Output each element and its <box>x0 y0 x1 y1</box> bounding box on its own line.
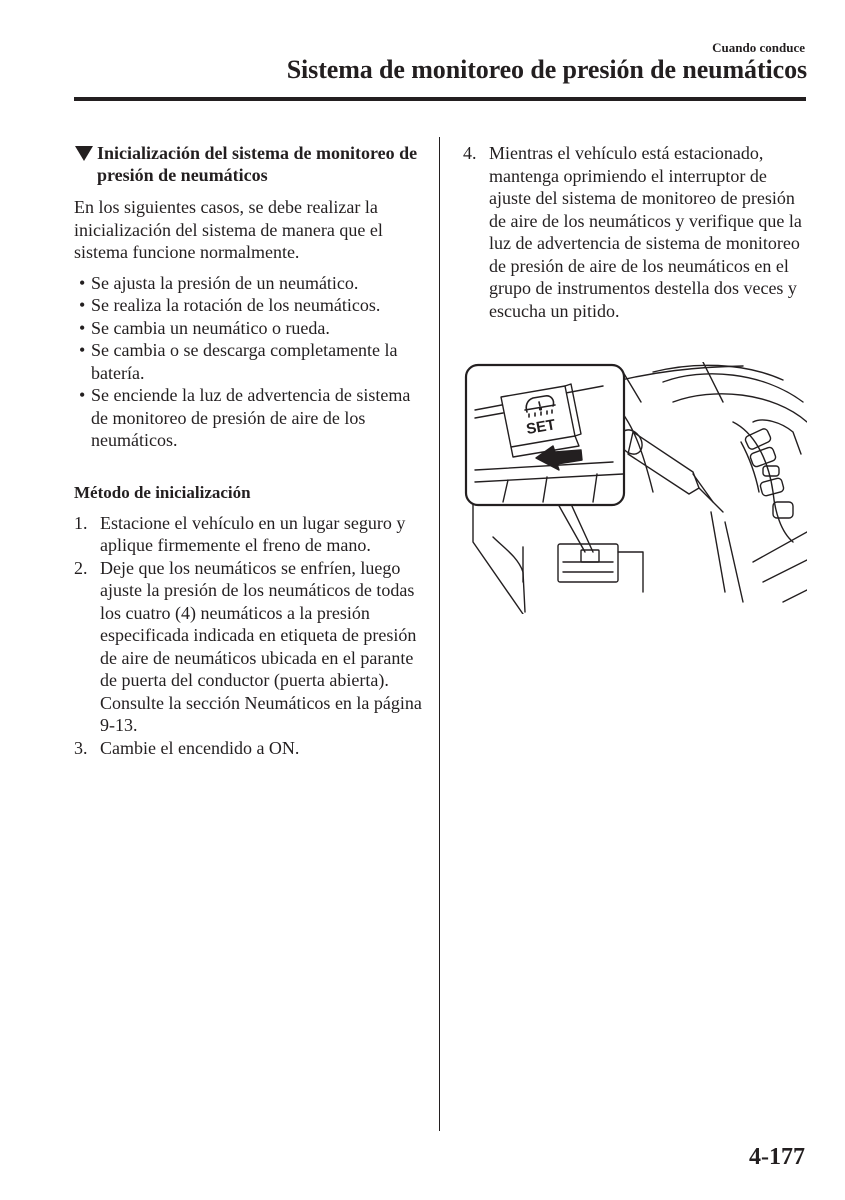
list-item: • Se cambia o se descarga completamente la batería. <box>79 340 398 383</box>
step-item <box>74 737 424 760</box>
step-text: Estacione el vehículo en un lugar seguro y aplique firmemente el freno de mano. <box>100 512 406 555</box>
step-text: Cambie el encendido a ON. <box>100 737 300 758</box>
list-item: • Se cambia un neumático o rueda. <box>79 317 330 338</box>
list-item: • Se ajusta la presión de un neumático. <box>79 272 359 293</box>
steps-list <box>74 512 424 760</box>
list-item-text: Se enciende la luz de advertencia de sistema de monitoreo de presión de aire de los neumáticos. <box>91 385 411 450</box>
section-heading-text: Inicialización del sistema de monitoreo de presión de neumáticos <box>97 143 418 185</box>
right-column <box>463 142 808 322</box>
list-item-text: Se cambia o se descarga completamente la batería. <box>91 340 398 383</box>
step-number: 3. <box>74 737 88 758</box>
set-button-label: SET <box>524 416 557 439</box>
triangle-marker-icon <box>75 146 93 161</box>
cases-list <box>74 272 424 452</box>
step-item <box>463 142 808 322</box>
header-rule <box>74 97 806 101</box>
method-heading: Método de inicialización <box>74 482 251 502</box>
page-number: 4-177 <box>749 1144 805 1170</box>
list-item-text: Se cambia un neumático o rueda. <box>91 317 330 338</box>
section-heading <box>74 142 424 186</box>
step-number: 4. <box>463 143 477 163</box>
step-number: 1. <box>74 512 88 533</box>
column-divider <box>439 137 440 1131</box>
list-item: • Se realiza la rotación de los neumáticos. <box>79 295 381 315</box>
header-section-label: Cuando conduce <box>712 40 805 55</box>
list-item: • Se enciende la luz de advertencia de sistema de monitoreo de presión de aire de los neumáticos. <box>79 385 411 450</box>
page-title: Sistema de monitoreo de presión de neumáticos <box>286 55 807 84</box>
list-item-text: Se realiza la rotación de los neumáticos. <box>91 295 381 315</box>
left-column <box>74 142 424 759</box>
set-switch-illustration <box>463 362 807 614</box>
step-item <box>74 512 424 557</box>
step-text: Deje que los neumáticos se enfríen, luego ajuste la presión de los neumáticos de todas los cuatro (4) neumáticos a la presión especificada indicada en etiqueta de presión de aire de neumáticos ubicada en el parante de puerta del conductor (puerta abierta). Consulte la sección Neumáticos en la página 9-13. <box>100 557 422 735</box>
steps-list-continued <box>463 142 808 322</box>
step-item <box>74 557 424 737</box>
intro-paragraph: En los siguientes casos, se debe realizar la inicialización del sistema de manera que el sistema funcione normalmente. <box>74 197 383 262</box>
step-number: 2. <box>74 557 88 578</box>
list-item-text: Se ajusta la presión de un neumático. <box>91 272 359 293</box>
step-text: Mientras el vehículo está estacionado, mantenga oprimiendo el interruptor de ajuste del sistema de monitoreo de presión de aire de los neumáticos y verifique que la luz de advertencia de sistema de monitoreo de presión de aire de los neumáticos en el grupo de instrumentos destella dos veces y escucha un pitido. <box>489 143 802 321</box>
